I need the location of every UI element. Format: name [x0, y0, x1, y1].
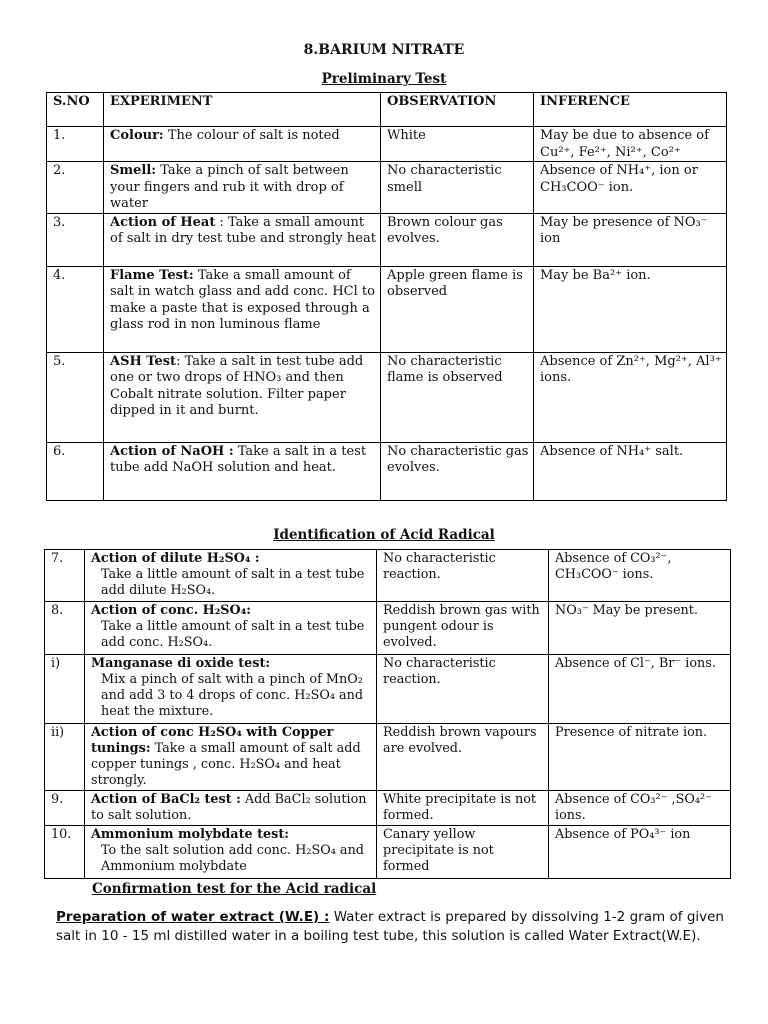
table-row: [45, 826, 731, 879]
row-sno: 9.: [45, 791, 85, 826]
row-inference: May be presence of NO₃⁻ ion: [534, 213, 727, 266]
row-observation: White precipitate is not formed.: [377, 791, 549, 826]
row-experiment: [85, 655, 377, 724]
header-sno: S.NO: [47, 93, 104, 127]
experiment-heading: Action of conc. H₂SO₄:: [91, 603, 252, 618]
table-row: [47, 162, 727, 214]
row-inference: Absence of NH₄⁺, ion or CH₃COO⁻ ion.: [534, 162, 727, 214]
experiment-heading: Action of NaOH :: [110, 443, 234, 459]
experiment-heading: Flame Test:: [110, 267, 194, 283]
row-inference: Absence of Zn²⁺, Mg²⁺, Al³⁺ ions.: [534, 352, 727, 442]
row-sno: 5.: [47, 352, 104, 442]
row-experiment: [85, 602, 377, 655]
row-sno: 3.: [47, 213, 104, 266]
table-row: [47, 266, 727, 352]
experiment-heading: Action of conc H₂SO₄ with Copper tunings:: [91, 725, 334, 756]
row-experiment: [104, 442, 381, 500]
table-row: [45, 724, 731, 791]
row-sno: 1.: [47, 127, 104, 162]
experiment-heading: Action of Heat: [110, 214, 216, 230]
experiment-text: : Take a small amount of salt in dry test tube and strongly heat: [110, 214, 376, 246]
row-experiment: [104, 352, 381, 442]
experiment-text: : Take a salt in test tube add one or two drops of HNO₃ and then Cobalt nitrate solution. Filter paper dipped in it and burnt.: [110, 353, 364, 418]
section-heading-confirmation: Confirmation test for the Acid radical: [92, 881, 377, 897]
header-experiment: EXPERIMENT: [104, 93, 381, 127]
row-experiment: [85, 724, 377, 791]
row-inference: Presence of nitrate ion.: [549, 724, 731, 791]
experiment-text: Take a small amount of salt in watch glass and add conc. HCl to make a paste that is exposed through a glass rod in non luminous flame: [110, 267, 375, 332]
table-row: [45, 550, 731, 602]
row-sno: i): [45, 655, 85, 724]
row-inference: Absence of PO₄³⁻ ion: [549, 826, 731, 879]
row-observation: Apple green flame is observed: [381, 266, 534, 352]
table-row: [45, 791, 731, 826]
experiment-text: Take a little amount of salt in a test tube add dilute H₂SO₄.: [101, 567, 365, 598]
experiment-text: Mix a pinch of salt with a pinch of MnO₂ and add 3 to 4 drops of conc. H₂SO₄ and heat the mixture.: [101, 672, 364, 719]
row-sno: 2.: [47, 162, 104, 214]
row-inference: Absence of NH₄⁺ salt.: [534, 442, 727, 500]
row-observation: No characteristic gas evolves.: [381, 442, 534, 500]
row-sno: 4.: [47, 266, 104, 352]
table-row: [47, 352, 727, 442]
experiment-heading: Manganase di oxide test:: [91, 656, 271, 671]
row-experiment: [85, 826, 377, 879]
row-observation: No characteristic reaction.: [377, 550, 549, 602]
paragraph-text: Water extract is prepared by dissolving 1-2 gram of given salt in 10 - 15 ml distilled water in a boiling test tube, this solution is called Water Extract(W.E).: [56, 909, 724, 944]
table-row: [45, 655, 731, 724]
row-observation: Reddish brown gas with pungent odour is evolved.: [377, 602, 549, 655]
table-header-row: [47, 93, 727, 127]
experiment-text: Take a little amount of salt in a test tube add conc. H₂SO₄.: [101, 619, 365, 650]
row-experiment: [104, 213, 381, 266]
row-experiment: [104, 266, 381, 352]
row-inference: Absence of CO₃²⁻ ,SO₄²⁻ ions.: [549, 791, 731, 826]
row-observation: No characteristic smell: [381, 162, 534, 214]
experiment-heading: Smell:: [110, 163, 157, 178]
row-sno: 10.: [45, 826, 85, 879]
experiment-heading: Action of BaCl₂ test :: [91, 792, 241, 807]
preliminary-test-table: [46, 92, 727, 501]
row-observation: Canary yellow precipitate is not formed: [377, 826, 549, 879]
row-inference: Absence of Cl⁻, Br⁻ ions.: [549, 655, 731, 724]
experiment-text: The colour of salt is noted: [163, 128, 340, 143]
row-inference: May be due to absence of Cu²⁺, Fe²⁺, Ni²⁺, Co²⁺: [534, 127, 727, 162]
row-observation: Reddish brown vapours are evolved.: [377, 724, 549, 791]
experiment-heading: Colour:: [110, 128, 164, 143]
row-inference: Absence of CO₃²⁻, CH₃COO⁻ ions.: [549, 550, 731, 602]
experiment-heading: ASH Test: [110, 353, 177, 369]
experiment-heading: Action of dilute H₂SO₄ :: [91, 551, 260, 566]
row-experiment: [85, 791, 377, 826]
experiment-text: Take a salt in a test tube add NaOH solution and heat.: [110, 443, 367, 475]
row-inference: NO₃⁻ May be present.: [549, 602, 731, 655]
row-sno: 8.: [45, 602, 85, 655]
row-observation: No characteristic reaction.: [377, 655, 549, 724]
row-observation: White: [381, 127, 534, 162]
row-sno: 7.: [45, 550, 85, 602]
experiment-text: To the salt solution add conc. H₂SO₄ and Ammonium molybdate: [101, 843, 364, 874]
experiment-text: Take a small amount of salt add copper tunings , conc. H₂SO₄ and heat strongly.: [91, 741, 361, 788]
row-experiment: [104, 127, 381, 162]
experiment-text: Add BaCl₂ solution to salt solution.: [91, 792, 367, 823]
document-title: 8.BARIUM NITRATE: [303, 42, 465, 58]
paragraph-heading: Preparation of water extract (W.E) :: [56, 909, 330, 925]
row-observation: No characteristic flame is observed: [381, 352, 534, 442]
water-extract-paragraph: [56, 908, 724, 946]
row-sno: ii): [45, 724, 85, 791]
table-row: [47, 127, 727, 162]
table-row: [47, 213, 727, 266]
row-experiment: [104, 162, 381, 214]
table-row: [47, 442, 727, 500]
acid-radical-table: [44, 549, 731, 879]
experiment-heading: Ammonium molybdate test:: [91, 827, 289, 842]
section-heading-preliminary: Preliminary Test: [321, 71, 447, 87]
row-inference: May be Ba²⁺ ion.: [534, 266, 727, 352]
table-row: [45, 602, 731, 655]
header-observation: OBSERVATION: [381, 93, 534, 127]
row-observation: Brown colour gas evolves.: [381, 213, 534, 266]
row-sno: 6.: [47, 442, 104, 500]
experiment-text: Take a pinch of salt between your fingers and rub it with drop of water: [110, 163, 349, 211]
section-heading-acid-radical: Identification of Acid Radical: [273, 527, 495, 543]
header-inference: INFERENCE: [534, 93, 727, 127]
row-experiment: [85, 550, 377, 602]
